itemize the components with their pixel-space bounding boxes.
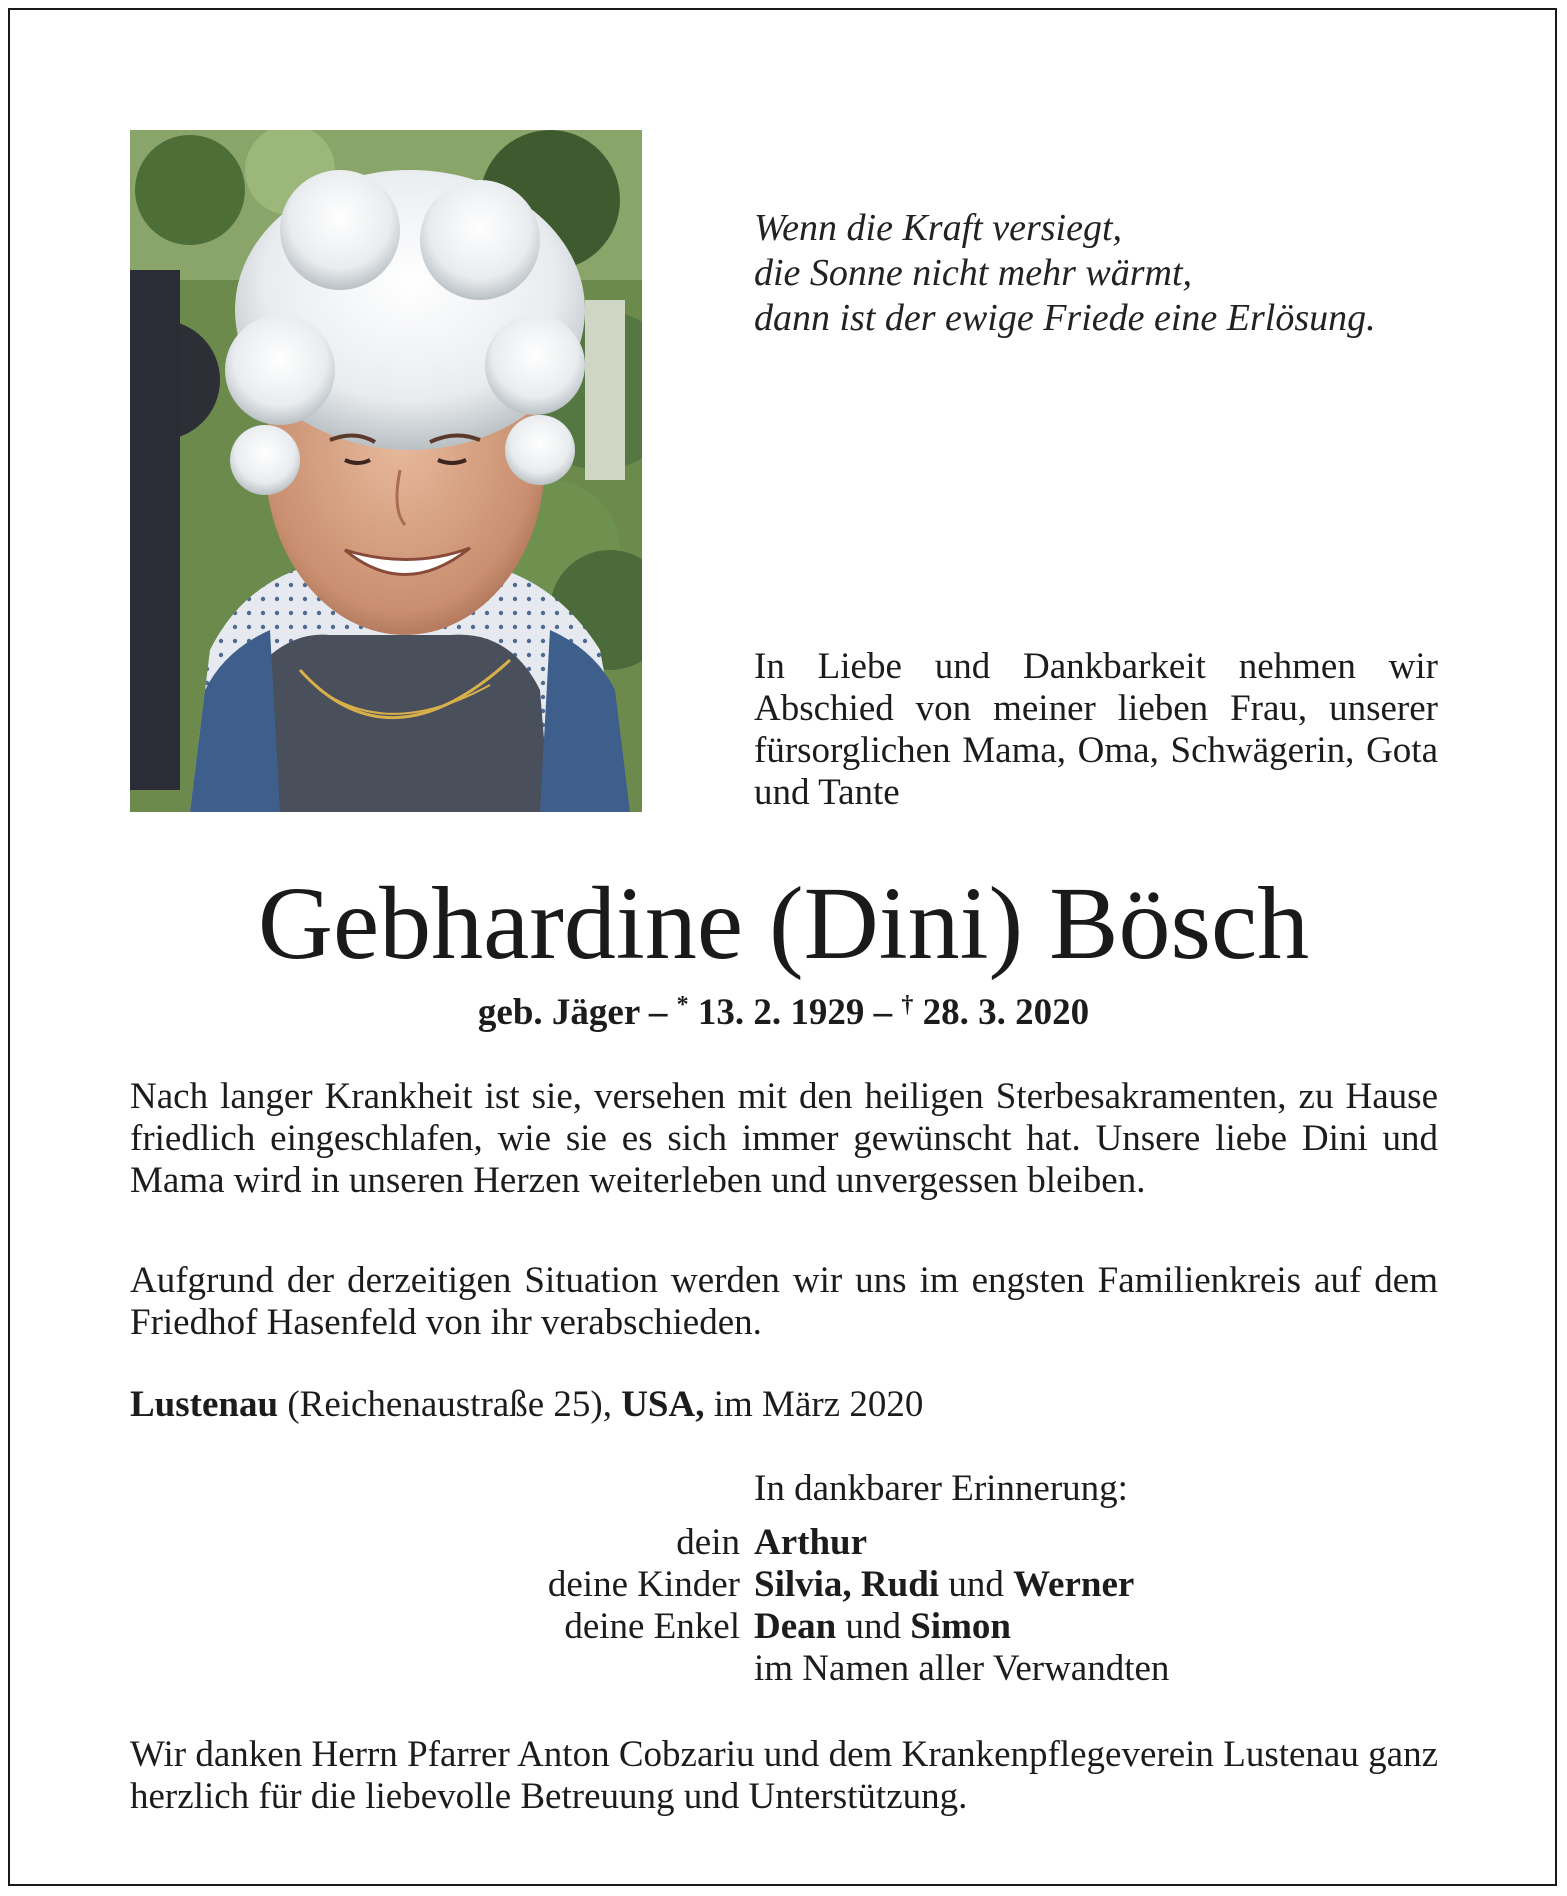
country: USA, <box>621 1384 705 1425</box>
relation-label: dein <box>676 1522 740 1563</box>
address: (Reichenaustraße 25), <box>278 1384 622 1425</box>
death-mark: † <box>901 992 914 1018</box>
place-and-date <box>130 1384 923 1426</box>
portrait-photo <box>130 130 642 812</box>
mourner-children: deine Kinder Silvia, Rudi und Werner <box>547 1564 1135 1605</box>
mourner-spouse <box>0 1522 1567 1564</box>
maiden-name: geb. Jäger <box>477 992 640 1033</box>
birth-mark: * <box>676 992 689 1018</box>
paragraph-thanks: Wir danken Herrn Pfarrer Anton Cobzariu und dem Krankenpflegeverein Lustenau ganz herzlich für die liebevolle Betreuung und Unterstützung. <box>130 1734 1438 1817</box>
birth-date: 13. 2. 1929 <box>688 992 865 1033</box>
relation-label: deine Enkel <box>564 1606 740 1647</box>
mourner-name: Dean <box>754 1606 837 1647</box>
mourner-grandchildren: deine Enkel Dean und Simon <box>564 1606 1011 1647</box>
deceased-name: Gebhardine (Dini) Bösch <box>257 866 1310 981</box>
poem-quote <box>754 206 1454 341</box>
poem-line: dann ist der ewige Friede eine Erlösung. <box>754 297 1376 339</box>
paragraph-illness: Nach langer Krankheit ist sie, versehen mit den heiligen Sterbesakramenten, zu Hause friedlich eingeschlafen, wie sie es sich immer gewünscht hat. Unsere liebe Dini und Mama wird in unseren Herzen weiterleben und unvergessen bleiben. <box>130 1076 1438 1201</box>
poem-line: die Sonne nicht mehr wärmt, <box>754 252 1193 294</box>
mourner-name: Silvia, Rudi <box>754 1564 940 1605</box>
paragraph-funeral: Aufgrund der derzeitigen Situation werden wir uns im engsten Familienkreis auf dem Friedhof Hasenfeld von ihr verabschieden. <box>130 1260 1438 1343</box>
mourner-relatives <box>0 1648 1567 1690</box>
death-date: 28. 3. 2020 <box>913 992 1090 1033</box>
relatives-line: im Namen aller Verwandten <box>754 1648 1170 1689</box>
relation-label: deine Kinder <box>547 1564 740 1605</box>
poem-line: Wenn die Kraft versiegt, <box>754 207 1122 249</box>
life-dates: geb. Jäger – * 13. 2. 1929 – † 28. 3. 2020 <box>477 992 1090 1033</box>
mourner-name: Arthur <box>754 1522 868 1563</box>
mourner-name: Simon <box>910 1606 1011 1647</box>
town: Lustenau <box>130 1384 279 1425</box>
farewell-intro: In Liebe und Dankbarkeit nehmen wir Abschied von meiner lieben Frau, unserer fürsorglichen Mama, Oma, Schwägerin, Gota und Tante <box>754 646 1438 813</box>
notice-date: im März 2020 <box>704 1384 924 1425</box>
mourner-name: Werner <box>1013 1564 1135 1605</box>
mourners-heading: In dankbarer Erinnerung: <box>754 1468 1128 1509</box>
